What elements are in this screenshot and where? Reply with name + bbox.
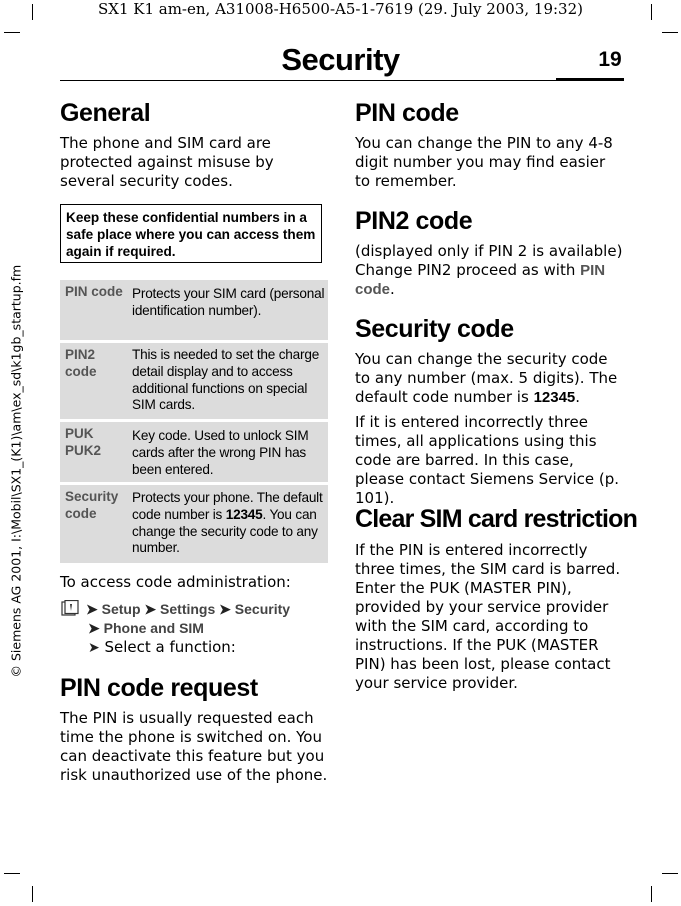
crop-mark <box>4 873 20 874</box>
page-number: 19 <box>598 48 622 71</box>
pin2-code-text <box>355 242 623 299</box>
access-text: To access code administration: <box>60 573 291 591</box>
table-desc: Protects your SIM card (personal identification number). <box>132 286 325 318</box>
arrow-icon: ➤ <box>219 601 231 617</box>
general-heading: General <box>60 99 151 127</box>
menu-item-setup[interactable]: Setup <box>101 601 141 617</box>
menu-item-settings[interactable]: Settings <box>160 601 216 617</box>
menu-item-phone-and-sim[interactable]: Phone and SIM <box>103 620 204 636</box>
select-function-text: Select a function: <box>104 638 236 656</box>
security-code-heading: Security code <box>355 315 514 343</box>
security-text-end: . <box>575 388 581 406</box>
table-row <box>60 422 328 482</box>
page-title: Security <box>281 42 400 77</box>
page-number-rule <box>556 78 624 81</box>
table-term: Security code <box>65 489 119 521</box>
table-row <box>60 343 328 419</box>
pin-request-heading: PIN code request <box>60 674 258 702</box>
crop-mark <box>662 873 678 874</box>
table-row <box>60 280 328 340</box>
menu-path-line2 <box>88 619 204 638</box>
security-code-text <box>355 350 623 407</box>
pin2-code-heading: PIN2 code <box>355 207 473 235</box>
crop-mark <box>651 886 652 902</box>
menu-item-security[interactable]: Security <box>234 601 291 617</box>
table-row <box>60 485 328 563</box>
table-desc: Key code. Used to unlock SIM cards after the wrong PIN has been entered. <box>132 428 309 477</box>
crop-mark <box>32 886 33 902</box>
clear-sim-heading: Clear SIM card restriction <box>355 505 638 533</box>
table-desc-text: Protects your phone. The default code number is <box>132 490 323 522</box>
pin-code-heading: PIN code <box>355 99 459 127</box>
arrow-icon: ➤ <box>86 601 98 617</box>
table-term: PIN2 code <box>65 347 97 379</box>
security-text: You can change the security code to any number (max. 5 digits). The default code number is <box>355 350 618 406</box>
table-term: PUK PUK2 <box>65 426 102 458</box>
default-code: 12345 <box>533 389 576 406</box>
running-head: SX1 K1 am-en, A31008-H6500-A5-1-7619 (29. July 2003, 19:32) <box>97 0 583 18</box>
pin2-text: (displayed only if PIN 2 is available) Change PIN2 proceed as with <box>355 242 623 279</box>
crop-mark <box>4 32 20 33</box>
table-term: PIN code <box>65 284 123 299</box>
arrow-icon: ➤ <box>144 601 157 617</box>
table-desc-text: . You can change the security code to any number. <box>132 506 318 556</box>
security-code-text2: If it is entered incorrectly three times, all applications using this code are barred. In this case, please contact Siemens Service (p. 101). <box>355 413 620 507</box>
arrow-icon: ➤ <box>88 640 100 656</box>
arrow-icon: ➤ <box>88 620 100 636</box>
pin-code-reference: PIN code <box>355 262 606 298</box>
copyright-side-text: © Siemens AG 2001, I:\Mobil\SX1_(K1)\am\ex_sd\k1gb_startup.fm <box>8 264 24 678</box>
pin-request-text: The PIN is usually requested each time the phone is switched on. You can deactivate this feature but you risk unauthorized use of the phone. <box>60 709 328 784</box>
clear-sim-text: If the PIN is entered incorrectly three times, the SIM card is barred. Enter the PUK (MASTER PIN), provided by your service provider with the SIM card, according to instructions. If the PUK (MASTER PIN) has been lost, please contact your service provider. <box>355 541 621 692</box>
pin2-text-end: . <box>390 280 395 298</box>
default-code: 12345 <box>225 506 263 522</box>
table-desc: This is needed to set the charge detail display and to access additional functions on special SIM cards. <box>132 347 320 413</box>
menu-path-line1 <box>86 600 290 619</box>
confidential-note: Keep these confidential numbers in a safe place where you can access them again if required. <box>60 204 322 263</box>
table-desc <box>132 490 326 557</box>
menu-icon <box>61 600 79 618</box>
title-rule <box>60 80 624 81</box>
menu-path-line3 <box>88 638 236 658</box>
general-text: The phone and SIM card are protected against misuse by several security codes. <box>60 134 274 190</box>
pin-code-text: You can change the PIN to any 4-8 digit number you may find easier to remember. <box>355 134 613 190</box>
crop-mark <box>662 32 678 33</box>
